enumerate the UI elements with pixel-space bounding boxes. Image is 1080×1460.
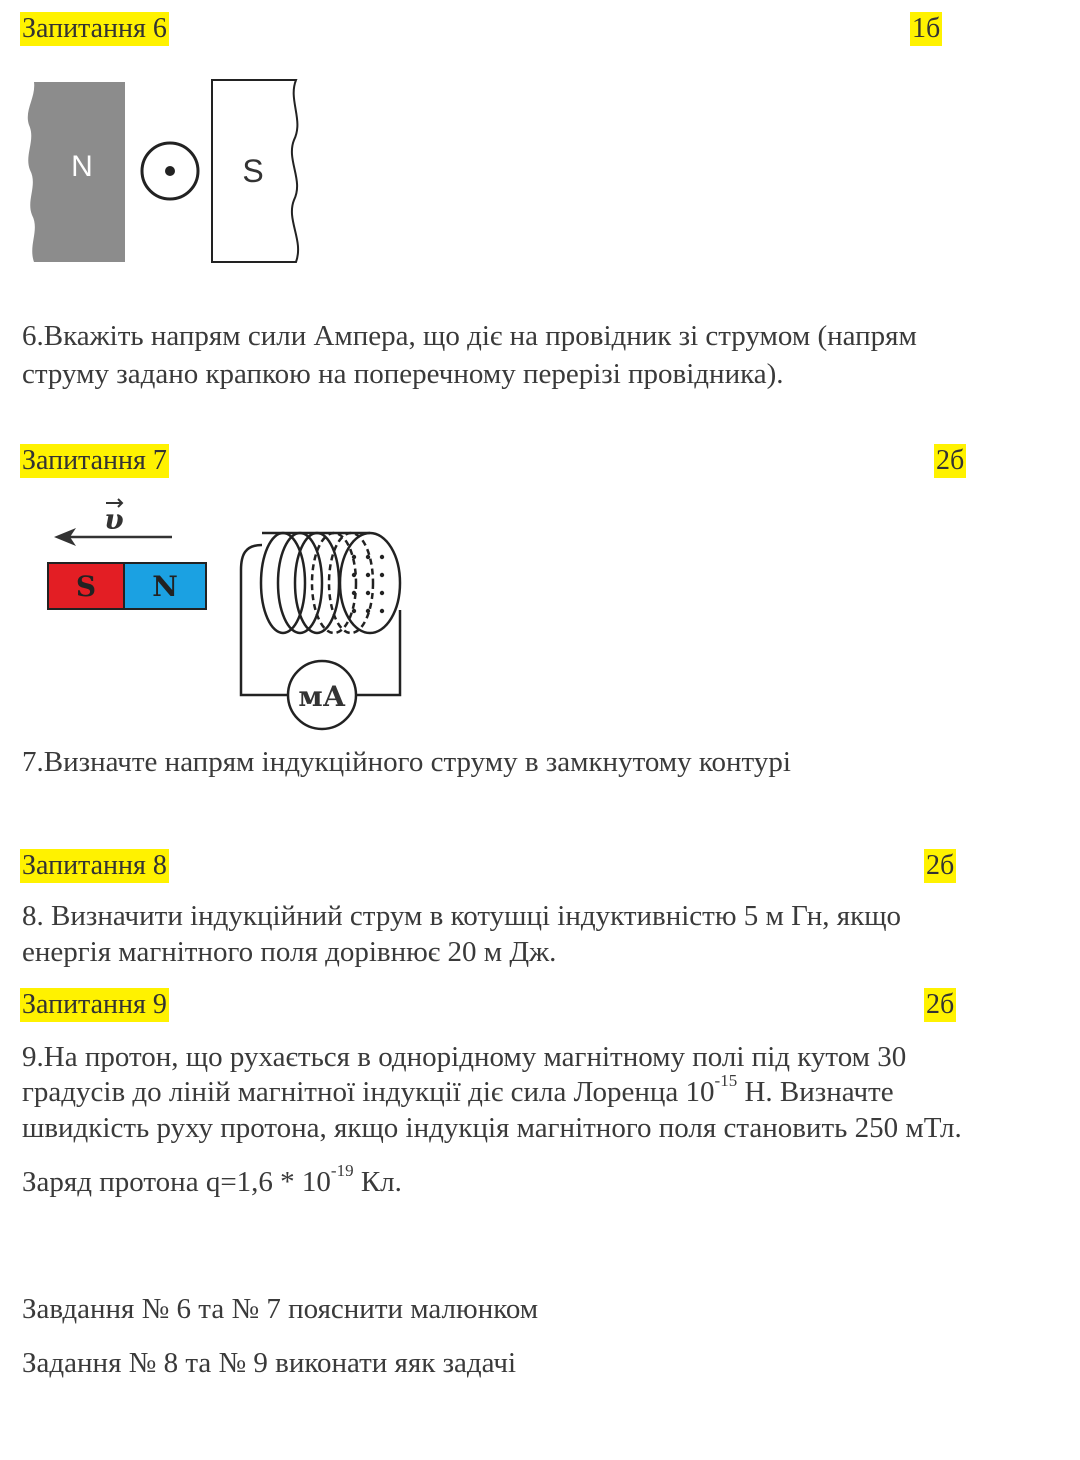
magnet-n-label: N — [152, 570, 178, 603]
q9-heading: Запитання 9 — [22, 989, 167, 1020]
q8-points: 2б — [926, 850, 955, 881]
q8-heading: Запитання 8 — [22, 850, 167, 881]
q6-heading: Запитання 6 — [22, 13, 167, 44]
q9-charge-exponent: -19 — [330, 1161, 354, 1181]
current-dot — [165, 166, 175, 176]
q9-charge-part-b: Кл. — [353, 1166, 402, 1198]
q7-figure — [40, 495, 420, 735]
q6-text-line2: струму задано крапкою на поперечному перерізі провідника). — [22, 358, 784, 390]
q6-points: 1б — [912, 13, 941, 44]
coil — [261, 533, 400, 633]
q9-line2-part-b: Н. Визначте — [737, 1076, 894, 1108]
q9-text-line3: швидкість руху протона, якщо індукція магнітного поля становить 250 мТл. — [22, 1112, 962, 1144]
q9-text-line1: 9.На протон, що рухається в однорідному магнітному полі під кутом 30 — [22, 1041, 907, 1073]
footer-note-2: Задання № 8 та № 9 виконати яяк задачі — [22, 1347, 517, 1379]
q8-text-line2: енергія магнітного поля дорівнює 20 м Дж. — [22, 936, 557, 968]
q6-text-line1: 6.Вкажіть напрям сили Ампера, що діє на провідник зі струмом (напрям — [22, 320, 917, 352]
magnet-s-label: S — [75, 570, 97, 603]
q7-points: 2б — [936, 445, 965, 476]
q9-line2-exponent: -15 — [714, 1071, 738, 1091]
q9-points: 2б — [926, 989, 955, 1020]
q7-text-line1: 7.Визначте напрям індукційного струму в замкнутому контурі — [22, 746, 791, 778]
velocity-label: υ — [104, 503, 124, 536]
footer-note-1: Завдання № 6 та № 7 пояснити малюнком — [22, 1293, 539, 1325]
q9-line2-part-a: градусів до ліній магнітної індукції діє сила Лоренца 10 — [22, 1076, 715, 1108]
n-pole-label: N — [71, 150, 93, 183]
q6-figure — [20, 70, 340, 280]
q7-heading: Запитання 7 — [22, 445, 167, 476]
q9-charge-part-a: Заряд протона q=1,6 * 10 — [22, 1166, 331, 1198]
s-pole-label: S — [242, 153, 264, 189]
q8-text-line1: 8. Визначити індукційний струм в котушці індуктивністю 5 м Гн, якщо — [22, 900, 902, 932]
q9-charge-line — [22, 1161, 402, 1200]
q9-text-line2 — [22, 1071, 894, 1110]
milliammeter-label: мА — [298, 680, 346, 713]
